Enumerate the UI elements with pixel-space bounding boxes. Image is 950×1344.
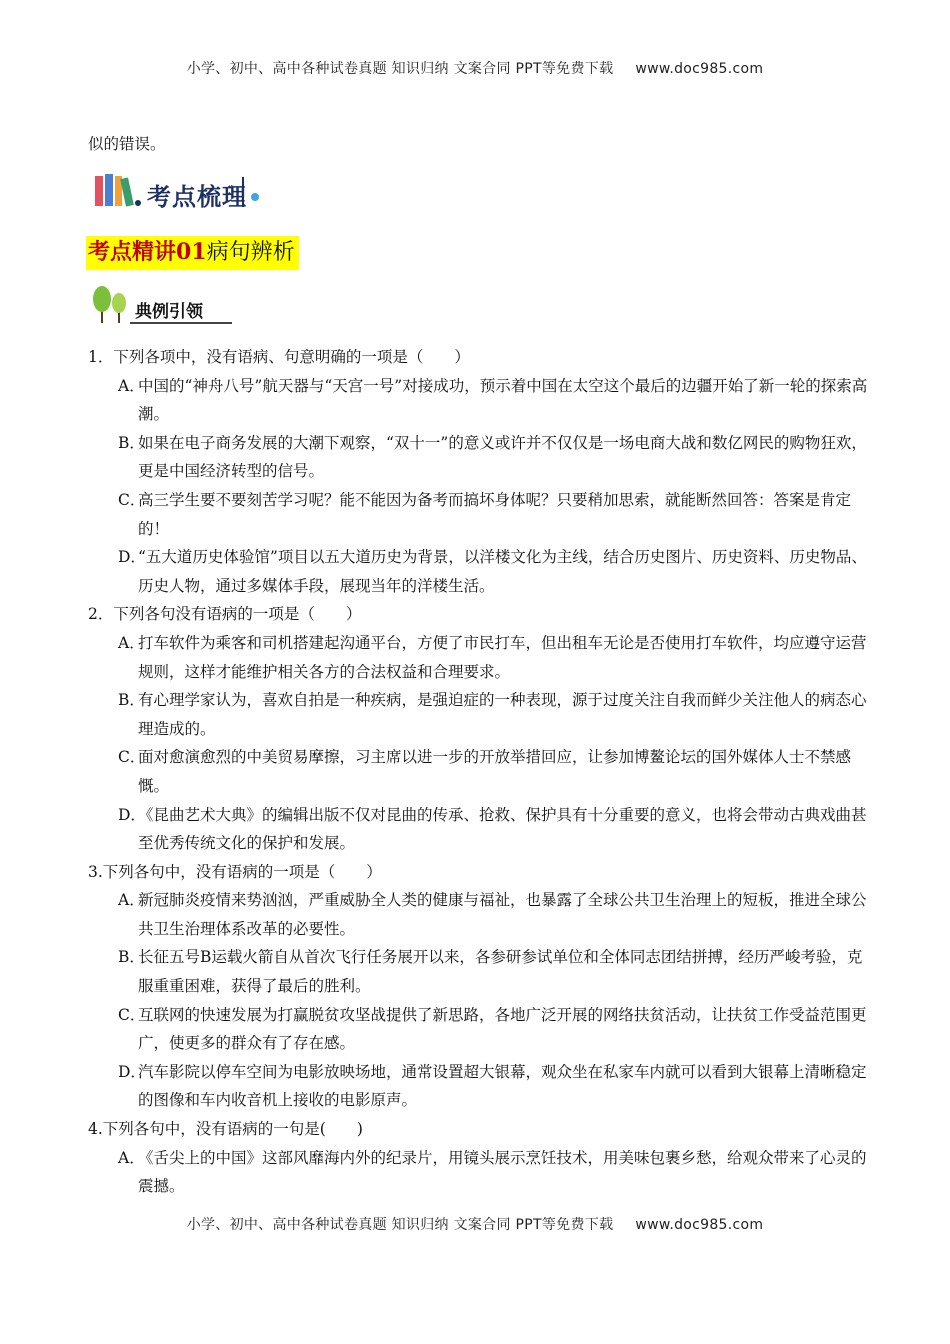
option-item [118, 686, 868, 743]
option-item [118, 543, 868, 600]
option-label: C． [118, 748, 146, 767]
option-text: 《舌尖上的中国》这部风靡海内外的纪录片，用镜头展示烹饪技术，用美味包裹乡愁，给观众带来了心灵的震撼。 [138, 1148, 867, 1196]
option-item [118, 943, 868, 1000]
question-stem: 2．下列各句没有语病的一项是（ ） [88, 605, 362, 624]
option-label: D． [118, 548, 146, 567]
option-text: 打车软件为乘客和司机搭建起沟通平台，方便了市民打车，但出租车无论是否使用打车软件，均应遵守运营规则，这样才能维护相关各方的合法权益和合理要求。 [138, 633, 867, 681]
section-label: 考点精讲01 [88, 239, 207, 265]
section-heading [86, 236, 299, 270]
option-text: 如果在电子商务发展的大潮下观察，“双十一”的意义或许并不仅仅是一场电商大战和数亿网民的购物狂欢，更是中国经济转型的信号。 [138, 433, 867, 481]
intro-text: 似的错误。 [88, 135, 166, 153]
option-text: 有心理学家认为，喜欢自拍是一种疾病，是强迫症的一种表现，源于过度关注自我而鲜少关注他人的病态心理造成的。 [138, 691, 867, 738]
banner-title: 考点梳理 [147, 183, 247, 211]
page-header [0, 58, 950, 78]
question-stem: 1．下列各项中，没有语病、句意明确的一项是（ ） [88, 348, 470, 366]
header-site[interactable]: www.doc985.com [635, 61, 764, 77]
option-text: 中国的“神舟八号”航天器与“天宫一号”对接成功，预示着中国在太空这个最后的边疆开始了新一轮的探索高潮。 [138, 376, 868, 424]
option-label: A． [118, 891, 145, 910]
question-list [88, 343, 868, 1201]
option-label: C． [118, 490, 146, 509]
option-label: A． [118, 1148, 145, 1167]
option-item [118, 372, 868, 429]
header-text: 小学、初中、高中各种试卷真题 知识归纳 文案合同 PPT等免费下载 [186, 61, 614, 77]
tree-icon [90, 285, 130, 327]
option-label: A． [118, 376, 145, 395]
option-text: 高三学生要不要刻苦学习呢？能不能因为备考而搞坏身体呢？只要稍加思索，就能断然回答：答案是肯定的！ [138, 490, 852, 538]
option-label: B． [118, 948, 145, 967]
subbanner-title: 典例引领 [135, 302, 203, 322]
option-label: B． [118, 691, 145, 710]
option-item [118, 801, 868, 858]
option-label: C． [118, 1005, 146, 1024]
option-item [118, 629, 868, 686]
option-text: 面对愈演愈烈的中美贸易摩擦，习主席以进一步的开放举措回应，让参加博鳌论坛的国外媒体人士不禁感慨。 [138, 748, 852, 795]
option-label: A． [118, 633, 145, 652]
question-stem: 4.下列各句中，没有语病的一句是( ) [88, 1120, 363, 1139]
option-item [118, 886, 868, 943]
subbanner-underline [130, 322, 232, 324]
section-title: 病句辨析 [206, 240, 295, 265]
footer-site[interactable]: www.doc985.com [635, 1217, 764, 1233]
page-footer [0, 1214, 950, 1234]
question-stem: 3.下列各句中，没有语病的一项是（ ） [88, 862, 382, 881]
option-label: D． [118, 805, 146, 824]
option-item [118, 429, 868, 486]
option-item [118, 1001, 868, 1058]
option-item [118, 486, 868, 543]
option-text: 《昆曲艺术大典》的编辑出版不仅对昆曲的传承、抢救、保护具有十分重要的意义，也将会带动古典戏曲甚至优秀传统文化的保护和发展。 [138, 805, 867, 853]
option-label: B． [118, 433, 145, 452]
option-text: 汽车影院以停车空间为电影放映场地，通常设置超大银幕，观众坐在私家车内就可以看到大银幕上清晰稳定的图像和车内收音机上接收的电影原声。 [138, 1062, 867, 1110]
dianli-banner [90, 285, 235, 327]
option-text: 长征五号B运载火箭自从首次飞行任务展开以来，各参研参试单位和全体同志团结拼搏，经历严峻考验，克服重重困难，获得了最后的胜利。 [138, 948, 863, 996]
option-item [118, 1058, 868, 1115]
option-label: D． [118, 1062, 146, 1081]
kaodian-banner [92, 172, 272, 214]
option-item [118, 743, 868, 800]
option-text: “五大道历史体验馆”项目以五大道历史为背景，以洋楼文化为主线，结合历史图片、历史资料、历史物品、历史人物，通过多媒体手段，展现当年的洋楼生活。 [138, 548, 867, 595]
footer-text: 小学、初中、高中各种试卷真题 知识归纳 文案合同 PPT等免费下载 [186, 1217, 614, 1233]
option-item [118, 1144, 868, 1201]
option-text: 互联网的快速发展为打赢脱贫攻坚战提供了新思路，各地广泛开展的网络扶贫活动，让扶贫工作受益范围更广，使更多的群众有了存在感。 [138, 1005, 867, 1053]
option-text: 新冠肺炎疫情来势汹汹，严重威胁全人类的健康与福祉，也暴露了全球公共卫生治理上的短板，推进全球公共卫生治理体系改革的必要性。 [138, 891, 867, 938]
